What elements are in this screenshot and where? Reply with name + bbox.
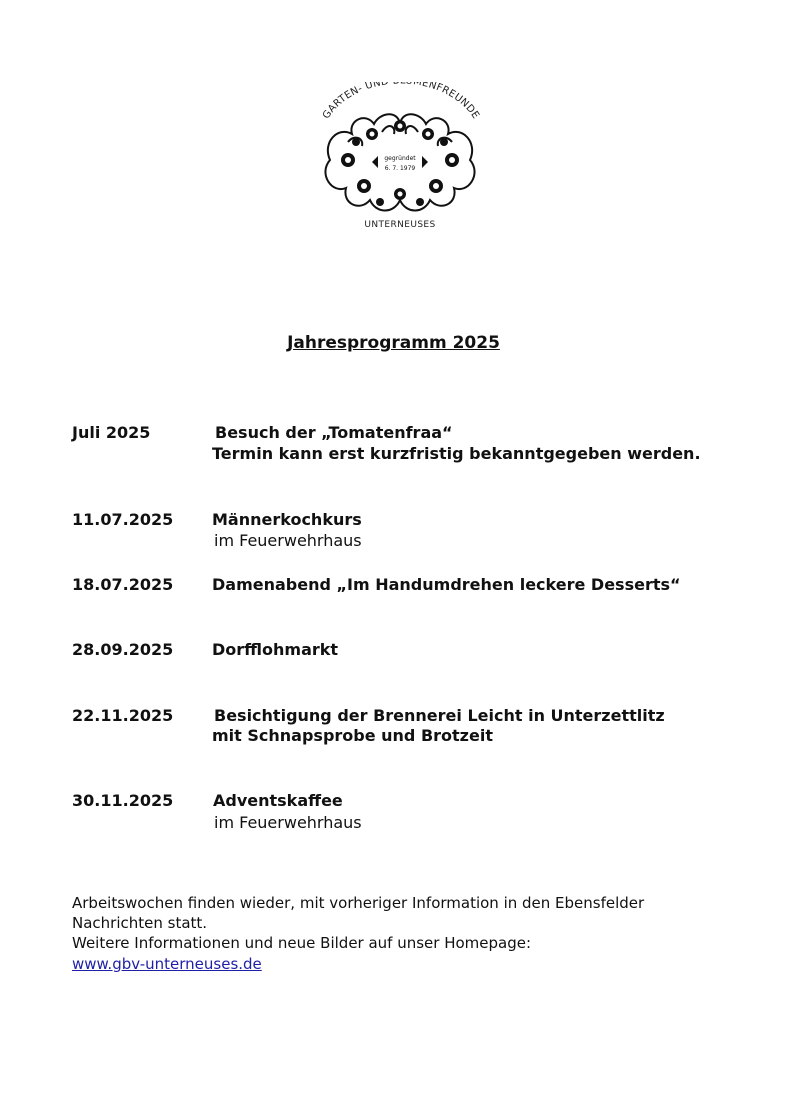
event-title: Dorfflohmarkt — [212, 640, 339, 659]
page-title: Jahresprogramm 2025 — [287, 333, 500, 353]
event-title: Besichtigung der Brennerei Leicht in Unterzettlitz — [214, 706, 665, 725]
club-logo — [308, 82, 492, 234]
event-date: 22.11.2025 — [72, 706, 174, 725]
event-title: Damenabend „Im Handumdrehen leckere Desserts“ — [212, 575, 681, 594]
event-detail: mit Schnapsprobe und Brotzeit — [212, 726, 493, 745]
event-date: 11.07.2025 — [72, 510, 174, 529]
footer-text: Nachrichten statt. — [72, 914, 208, 932]
logo-center-text: gegründet — [384, 155, 416, 162]
event-date: 18.07.2025 — [72, 575, 174, 594]
event-detail: Termin kann erst kurzfristig bekanntgegeben werden. — [212, 444, 701, 463]
svg-text:GARTEN- UND BLUMENFREUNDE — [321, 82, 481, 121]
event-date: Juli 2025 — [72, 423, 151, 442]
footer-text: Weitere Informationen und neue Bilder auf unser Homepage: — [72, 934, 532, 952]
footer-text: Arbeitswochen finden wieder, mit vorheriger Information in den Ebensfelder — [72, 894, 645, 912]
event-date: 28.09.2025 — [72, 640, 174, 659]
event-title: Besuch der „Tomatenfraa“ — [215, 423, 453, 442]
logo-bottom-text: UNTERNEUSES — [364, 220, 436, 230]
event-date: 30.11.2025 — [72, 791, 174, 810]
event-title: Männerkochkurs — [212, 510, 362, 529]
event-detail: im Feuerwehrhaus — [214, 531, 362, 550]
event-title: Adventskaffee — [213, 791, 343, 810]
event-detail: im Feuerwehrhaus — [214, 813, 362, 832]
logo-center-date: 6. 7. 1979 — [384, 165, 416, 172]
homepage-link[interactable]: www.gbv-unterneuses.de — [72, 955, 262, 973]
logo-arc-text: GARTEN- UND MENFREUNDE — [320, 82, 482, 122]
logo-emblem-icon — [308, 82, 492, 234]
